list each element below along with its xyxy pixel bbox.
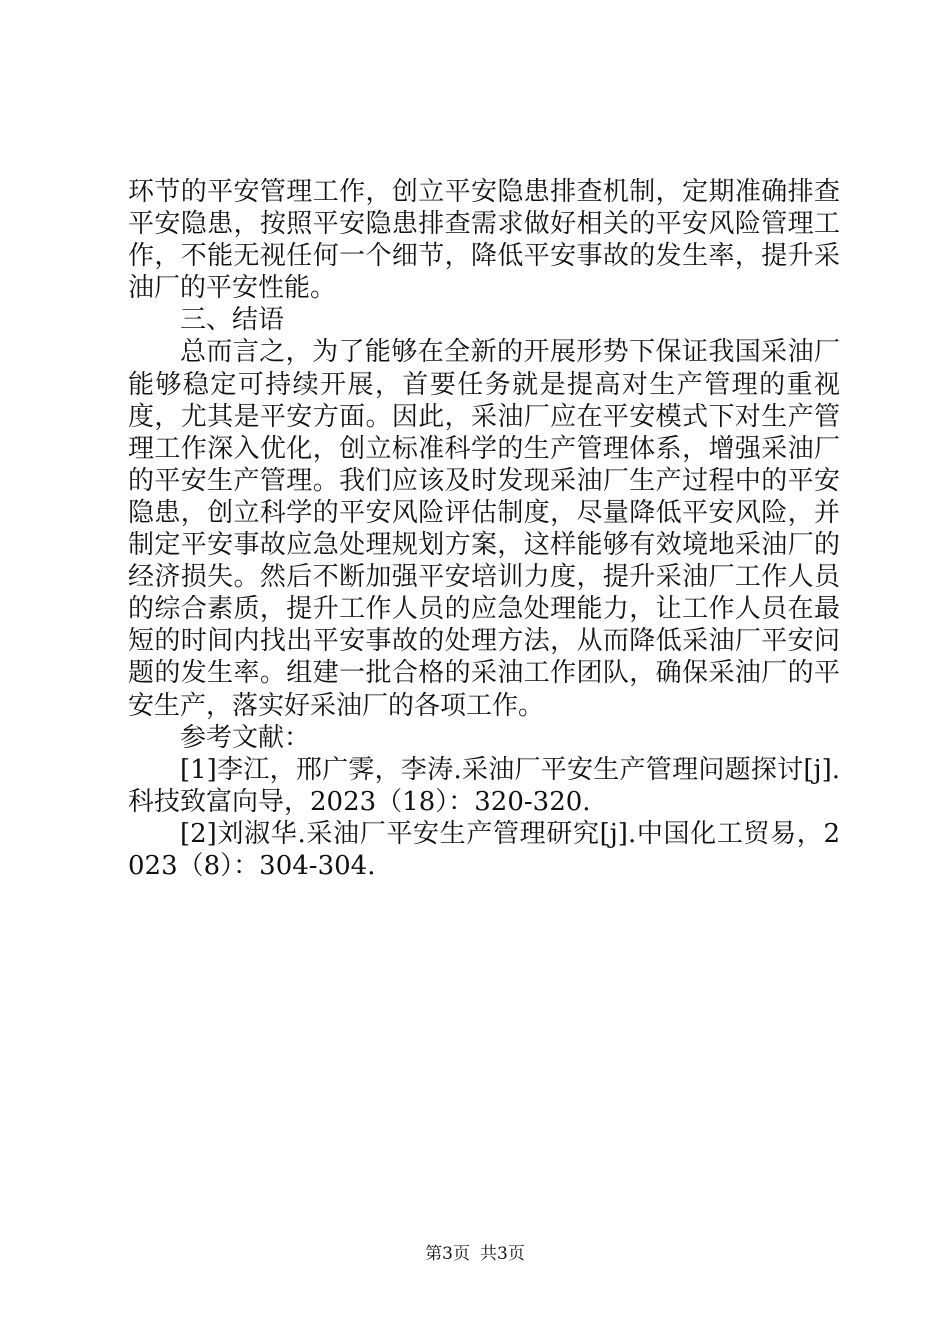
paragraph-continuation: 环节的平安管理工作，创立平安隐患排查机制，定期准确排查平安隐患，按照平安隐患排查需求做好相关的平安风险管理工作，不能无视任何一个细节，降低平安事故的发生率，提升采油厂的平安性能。 [128,177,840,304]
reference-item-1: [1]李江，邢广霁，李涛.采油厂平安生产管理问题探讨[j].科技致富向导，2023（18）：320-320. [128,754,840,817]
reference-item-2: [2]刘淑华.采油厂平安生产管理研究[j].中国化工贸易，2023（8）：304-304. [128,818,840,881]
page-footer [0,1243,950,1265]
page-total: 共3页 [480,1244,525,1264]
section-heading-conclusion: 三、结语 [180,305,285,336]
references-heading: 参考文献： [180,722,311,753]
paragraph-conclusion: 总而言之，为了能够在全新的开展形势下保证我国采油厂能够稳定可持续开展，首要任务就是提高对生产管理的重视度，尤其是平安方面。因此，采油厂应在平安模式下对生产管理工作深入优化，创立标准科学的生产管理体系，增强采油厂的平安生产管理。我们应该及时发现采油厂生产过程中的平安隐患，创立科学的平安风险评估制度，尽量降低平安风险，并制定平安事故应急处理规划方案，这样能够有效境地采油厂的经济损失。然后不断加强平安培训力度，提升采油厂工作人员的综合素质，提升工作人员的应急处理能力，让工作人员在最短的时间内找出平安事故的处理方法，从而降低采油厂平安问题的发生率。组建一批合格的采油工作团队，确保采油厂的平安生产，落实好采油厂的各项工作。 [128,337,840,721]
page-number: 第3页 [425,1244,470,1264]
document-body [128,176,840,882]
